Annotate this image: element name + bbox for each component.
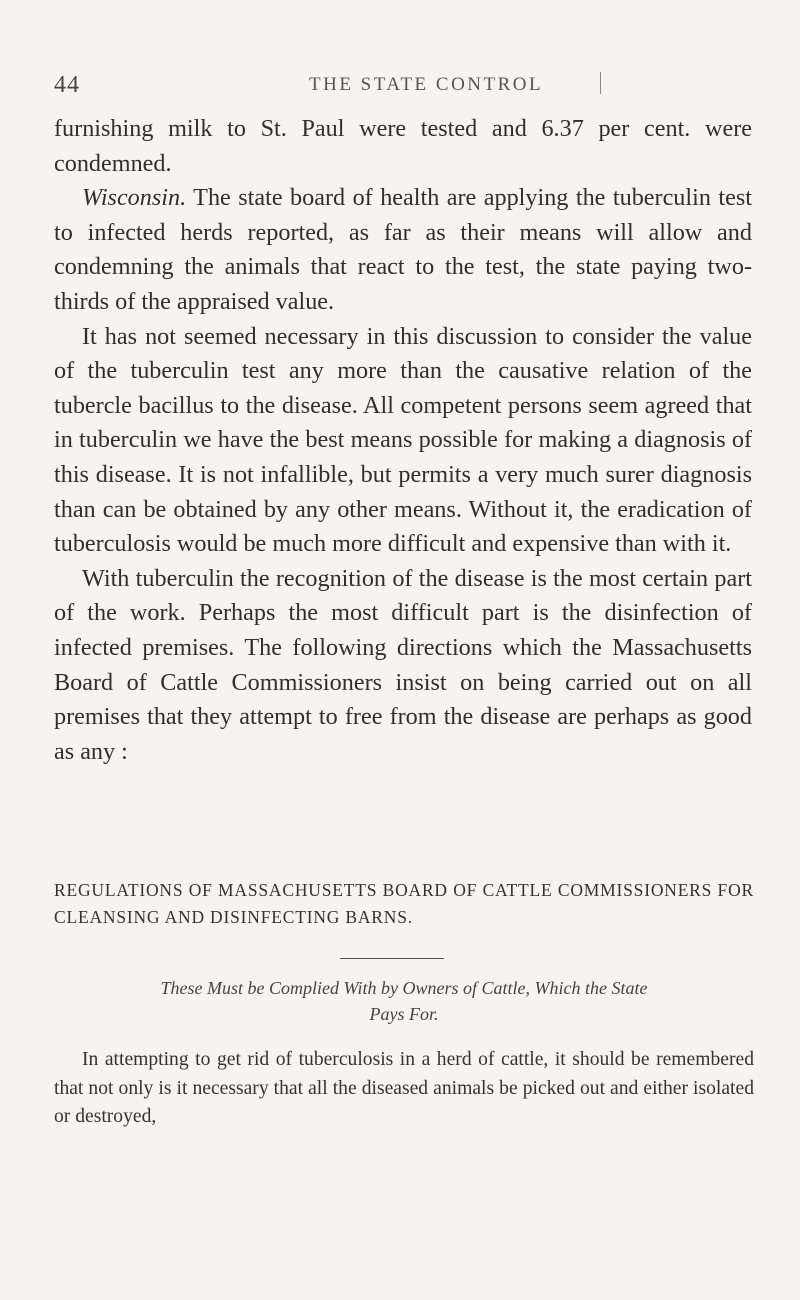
paragraph-tuberculin-test: It has not seemed necessary in this discussion to consider the value of the tuberculin test any more than the causative relation of the tubercle bacillus to the disease. All competent persons seem agreed that in tuberculin we have the best means possible for making a diagnosis of this disease. It is not infallible, but permits a very much surer diagnosis than can be obtained by any other means. Without it, the eradication of tuberculosis would be much more difficult and expensive than with it. bbox=[54, 322, 752, 558]
margin-mark bbox=[600, 72, 601, 94]
body-text bbox=[54, 112, 752, 769]
page-number: 44 bbox=[54, 72, 80, 98]
paragraph-disinfection: With tuberculin the recognition of the disease is the most certain part of the work. Perhaps the most difficult part is the disinfection of infected premises. The following directions which the Massachusetts Board of Cattle Commissioners insist on being carried out on all premises that they attempt to free from the disease are perhaps as good as any : bbox=[54, 564, 752, 765]
running-title: THE STATE CONTROL bbox=[309, 74, 544, 95]
section-rule bbox=[340, 958, 444, 959]
paragraph-continued: furnishing milk to St. Paul were tested and 6.37 per cent. were condemned. bbox=[54, 115, 752, 177]
regulations-paragraph: In attempting to get rid of tuberculosis in a herd of cattle, it should be remembered that not only is it necessary that all the diseased animals be picked out and either isolated or destroyed, bbox=[54, 1049, 754, 1128]
regulations-subtitle-line-1: These Must be Complied With by Owners of Cattle, Which the State bbox=[160, 978, 648, 998]
running-head bbox=[54, 72, 754, 102]
regulations-heading: REGULATIONS OF MASSACHUSETTS BOARD OF CATTLE COMMISSIONERS FOR CLEANSING AND DISINFECTING BARNS. bbox=[54, 880, 754, 927]
paragraph-wisconsin bbox=[54, 181, 752, 319]
paragraph-wisconsin-text: The state board of health are applying the tuberculin test to infected herds reported, as far as their means will allow and condemning the animals that react to the test, the state paying two-thirds of the appraised value. bbox=[54, 184, 752, 315]
state-heading: Wisconsin. bbox=[82, 184, 187, 212]
regulations-subtitle bbox=[54, 975, 754, 1027]
regulations-subtitle-line-2: Pays For. bbox=[369, 1004, 439, 1024]
